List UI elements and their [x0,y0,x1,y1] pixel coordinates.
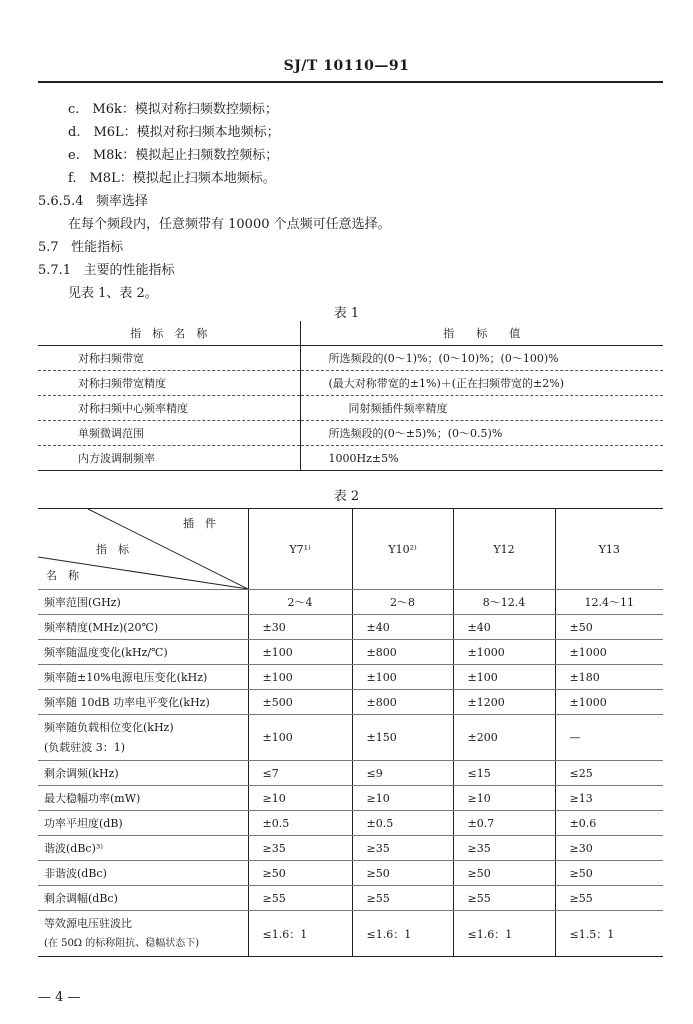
table2-cell: ±0.6 [555,811,663,836]
table2-cell: ≥10 [453,786,555,811]
table-row [38,396,663,421]
table2-cell: ≥50 [453,861,555,886]
list-item-d: d. M6L：模拟对称扫频本地频标； [68,125,280,140]
table2-cell: ≤1.6：1 [248,911,352,957]
table2-cell: ≥50 [352,861,453,886]
table1 [38,321,663,471]
table2-cell: ≤1.6：1 [352,911,453,957]
table2-cell: ±180 [555,665,663,690]
section-5654-text: 在每个频段内，任意频带有 10000 个点频可任意选择。 [68,217,391,232]
section-title: 主要的性能指标 [83,263,175,278]
table1-cell: 单频微调范围 [38,421,300,446]
table1-cell: 所选频段的(0～1)%；(0～10)%；(0～100)% [300,346,663,371]
table2-col-header: Y13 [555,509,663,590]
table-row [38,836,663,861]
table2-cell: ≥35 [453,836,555,861]
table2-cell: 12.4～11 [555,590,663,615]
table-row [38,665,663,690]
table-row [38,446,663,471]
table2-col-header: Y10²⁾ [352,509,453,590]
section-number: 5.6.5.4 [38,194,84,209]
table2-row-name [38,911,248,957]
table-row [38,346,663,371]
table2-row-name [38,715,248,761]
section-5654-heading [38,190,148,209]
table2-row-name: 频率范围(GHz) [38,590,248,615]
table1-cell: 对称扫频带宽 [38,346,300,371]
table2-row-name: 频率随 10dB 功率电平变化(kHz) [38,690,248,715]
corner-label-name: 名 称 [46,569,79,582]
table2-cell: ±100 [248,665,352,690]
table2-row-name: 非谐波(dBc) [38,861,248,886]
table2-row-name: 频率随温度变化(kHz/℃) [38,640,248,665]
see-tables-text: 见表 1、表 2。 [68,286,158,301]
table2-cell: ±800 [352,640,453,665]
table1-cell: 1000Hz±5% [300,446,663,471]
section-57-heading [38,236,123,255]
header-rule [38,81,663,83]
table2-cell: ≥50 [248,861,352,886]
table-row [38,911,663,957]
table2-cell: — [555,715,663,761]
table2-cell: ±100 [248,640,352,665]
page-number: — 4 — [38,990,81,1005]
table2-cell: ±40 [453,615,555,640]
table-row [38,690,663,715]
corner-label-indicator: 指 标 [96,543,129,556]
table2-cell: ≤15 [453,761,555,786]
table2-cell: ≤1.6：1 [453,911,555,957]
table-row [38,640,663,665]
table2-cell: ±150 [352,715,453,761]
table1-cell: 内方波调制频率 [38,446,300,471]
table2-cell: ±1000 [555,690,663,715]
table2-row-name: 功率平坦度(dB) [38,811,248,836]
table2-cell: ≤1.5：1 [555,911,663,957]
table2-cell: ≤25 [555,761,663,786]
table1-cell: 对称扫频带宽精度 [38,371,300,396]
table2-cell: ±100 [248,715,352,761]
table-row [38,761,663,786]
table2-cell: ±40 [352,615,453,640]
table2-row-name: 频率精度(MHz)(20℃) [38,615,248,640]
table1-caption: 表 1 [333,306,360,321]
section-number: 5.7.1 [38,263,72,278]
table2-cell: ≥55 [352,886,453,911]
table2-cell: ±500 [248,690,352,715]
table2-cell: ±1200 [453,690,555,715]
list-item-f: f. M8L：模拟起止扫频本地频标。 [68,171,276,186]
table1-header-value: 指 标 值 [300,321,663,346]
table-row [38,590,663,615]
table2-cell: ±100 [453,665,555,690]
table2-cell: ≥55 [555,886,663,911]
table2-row-name: 最大稳幅功率(mW) [38,786,248,811]
table2-cell: ±0.7 [453,811,555,836]
row-name-line1: 频率随负载相位变化(kHz) [44,720,174,734]
table2-row-name: 频率随±10%电源电压变化(kHz) [38,665,248,690]
table2-cell: ≥35 [248,836,352,861]
table1-cell: 对称扫频中心频率精度 [38,396,300,421]
table2-header-row [38,509,663,590]
table2-cell: ≤9 [352,761,453,786]
table-row [38,886,663,911]
table1-header-name: 指 标 名 称 [38,321,300,346]
section-title: 频率选择 [95,194,148,209]
table2-caption: 表 2 [333,489,360,504]
row-name-line2: (负载驻波 3：1) [44,740,126,754]
table2-cell: ≥10 [352,786,453,811]
section-571-heading [38,259,175,278]
table-row [38,715,663,761]
list-item-c: c. M6k：模拟对称扫频数控频标； [68,102,278,117]
table-row [38,615,663,640]
table2-cell: ±30 [248,615,352,640]
table2-cell: ±50 [555,615,663,640]
table1-header-row [38,321,663,346]
table2-cell: ±1000 [453,640,555,665]
table2-cell: ±100 [352,665,453,690]
table-row [38,861,663,886]
table-row [38,421,663,446]
table2-cell: ±200 [453,715,555,761]
table2-row-name: 剩余调频(kHz) [38,761,248,786]
section-number: 5.7 [38,240,59,255]
table2-cell: 2～8 [352,590,453,615]
table2-cell: 8～12.4 [453,590,555,615]
corner-label-plugin: 插 件 [183,517,216,530]
table-row [38,371,663,396]
table2-cell: ≥13 [555,786,663,811]
table2-cell: ±800 [352,690,453,715]
table2-cell: 2～4 [248,590,352,615]
table2-cell: ≥55 [453,886,555,911]
table2-cell: ≥30 [555,836,663,861]
table2-row-name: 谐波(dBc)³⁾ [38,836,248,861]
table2-cell: ≥10 [248,786,352,811]
table2-cell: ±1000 [555,640,663,665]
table2-cell: ±0.5 [248,811,352,836]
list-item-e: e. M8k：模拟起止扫频数控频标； [68,148,279,163]
table2-cell: ≥55 [248,886,352,911]
table2-col-header: Y12 [453,509,555,590]
table2-cell: ≥50 [555,861,663,886]
table1-cell: (最大对称带宽的±1%)＋(正在扫频带宽的±2%) [300,371,663,396]
table2-corner-cell [38,509,248,590]
table2 [38,508,663,957]
table-row [38,811,663,836]
table1-cell: 同射频插件频率精度 [300,396,663,421]
table2-cell: ≤7 [248,761,352,786]
row-name-line2: (在 50Ω 的标称阻抗、稳幅状态下) [44,937,200,949]
table2-col-header: Y7¹⁾ [248,509,352,590]
table2-cell: ±0.5 [352,811,453,836]
document-header: SJ/T 10110—91 [283,58,410,74]
table2-cell: ≥35 [352,836,453,861]
table2-row-name: 剩余调幅(dBc) [38,886,248,911]
table-row [38,786,663,811]
table1-cell: 所选频段的(0～±5)%；(0～0.5)% [300,421,663,446]
row-name-line1: 等效源电压驻波比 [44,916,132,930]
section-title: 性能指标 [71,240,124,255]
